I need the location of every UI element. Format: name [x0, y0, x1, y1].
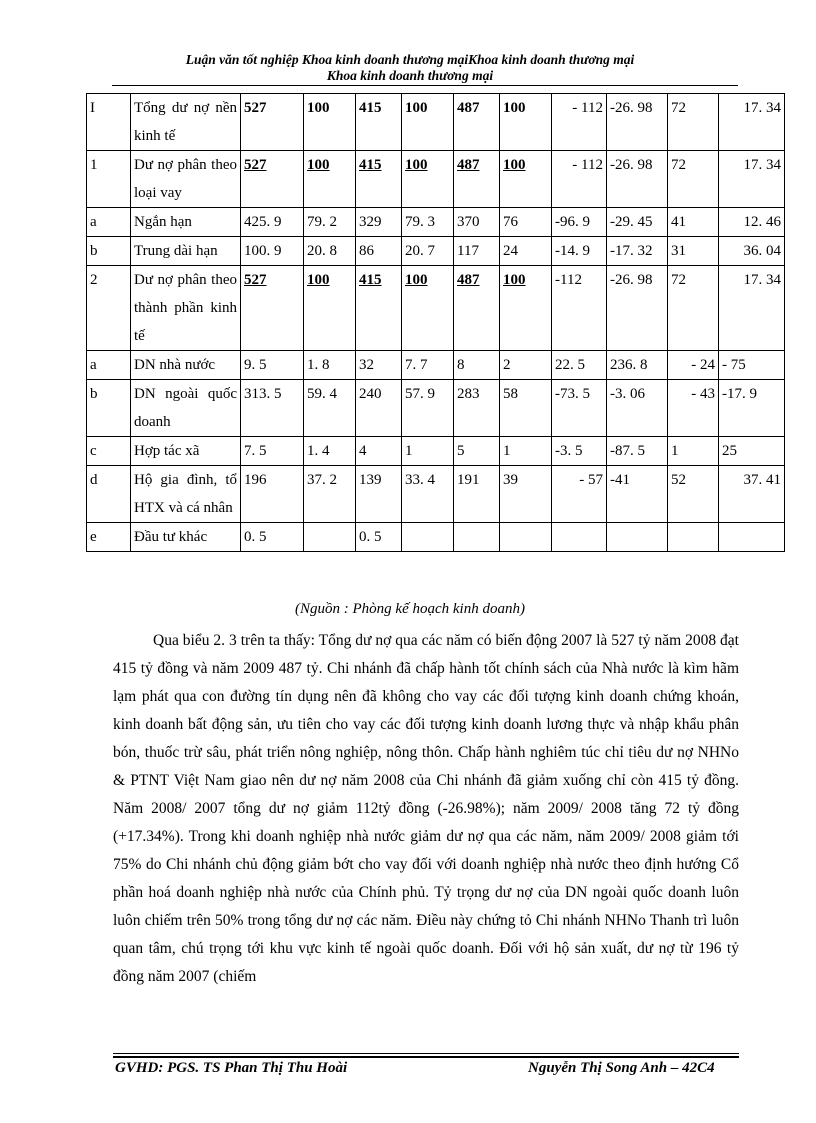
table-row	[87, 266, 785, 351]
table-cell: 487	[454, 266, 500, 351]
table-cell: 22. 5	[552, 351, 607, 380]
row-label: Trung dài hạn	[131, 237, 241, 266]
table-row	[87, 351, 785, 380]
table-cell: 1. 8	[304, 351, 356, 380]
table-cell: - 43	[668, 380, 719, 437]
table-cell: 7. 5	[241, 437, 304, 466]
row-id: e	[87, 523, 131, 552]
table-cell: 100	[500, 266, 552, 351]
table-cell: 527	[241, 266, 304, 351]
table-cell: 31	[668, 237, 719, 266]
row-label: Dư nợ phân theo thành phần kinh tế	[131, 266, 241, 351]
table-cell	[552, 523, 607, 552]
table-cell: 240	[356, 380, 402, 437]
table-cell: 1	[402, 437, 454, 466]
table-cell	[668, 523, 719, 552]
row-label: DN nhà nước	[131, 351, 241, 380]
table-cell: -17. 9	[719, 380, 785, 437]
row-id: b	[87, 380, 131, 437]
header-line-1: Luận văn tốt nghiệp Khoa kinh doanh thương mạiKhoa kinh doanh thương mại	[185, 52, 635, 67]
table-cell: 100	[304, 266, 356, 351]
row-label: Hợp tác xã	[131, 437, 241, 466]
table-cell: -26. 98	[607, 94, 668, 151]
table-cell: 415	[356, 94, 402, 151]
table-cell: 17. 34	[719, 151, 785, 208]
table-cell: -96. 9	[552, 208, 607, 237]
table-cell: 117	[454, 237, 500, 266]
table-cell: 52	[668, 466, 719, 523]
body-paragraph: Qua biểu 2. 3 trên ta thấy: Tổng dư nợ qua các năm có biến động 2007 là 527 tỷ năm 2008 đạt 415 tỷ đồng và năm 2009 487 tỷ. Chi nhánh đã chấp hành tốt chính sách của Nhà nước là kìm hãm lạm phát qua con đường tín dụng nên đã không cho vay các đối tượng kinh doanh chứng khoán, kinh doanh bất động sản, ưu tiên cho vay các đối tượng kinh doanh lương thực và nhập khẩu phân bón, thuốc trừ sâu, phát triển nông nghiệp, nông thôn. Chấp hành nghiêm túc chỉ tiêu dư nợ NHNo & PTNT Việt Nam giao nên dư nợ năm 2008 của Chi nhánh đã giảm xuống chỉ còn 415 tỷ đồng. Năm 2008/ 2007 tổng dư nợ giảm 112tỷ đồng (-26.98%); năm 2009/ 2008 tăng 72 tỷ đồng (+17.34%). Trong khi doanh nghiệp nhà nước giảm dư nợ qua các năm, năm 2009/ 2008 giảm tới 75% do Chi nhánh chủ động giảm bớt cho vay đối với doanh nghiệp nhà nước theo định hướng Cổ phần hoá doanh nghiệp nhà nước của Chính phủ. Tỷ trọng dư nợ của DN ngoài quốc doanh luôn luôn chiếm trên 50% trong tổng dư nợ các năm. Điều này chứng tỏ Chi nhánh NHNo Thanh trì luôn quan tâm, chú trọng tới khu vực kinh tế ngoài quốc doanh. Đối với hộ sản xuất, dư nợ từ 196 tỷ đồng năm 2007 (chiếm	[113, 632, 739, 985]
row-id: c	[87, 437, 131, 466]
table-cell	[304, 523, 356, 552]
table-cell: 487	[454, 94, 500, 151]
table-cell: -29. 45	[607, 208, 668, 237]
table-cell: 37. 2	[304, 466, 356, 523]
table-cell: 236. 8	[607, 351, 668, 380]
table-cell: 415	[356, 266, 402, 351]
table-cell: 196	[241, 466, 304, 523]
table-cell: - 24	[668, 351, 719, 380]
table-cell: 57. 9	[402, 380, 454, 437]
table-cell: 100	[304, 94, 356, 151]
table-cell: 8	[454, 351, 500, 380]
table-row	[87, 237, 785, 266]
table-cell: 58	[500, 380, 552, 437]
table-cell: 33. 4	[402, 466, 454, 523]
table-row	[87, 523, 785, 552]
table-cell: - 75	[719, 351, 785, 380]
footer-author: Nguyễn Thị Song Anh – 42C4	[528, 1060, 715, 1076]
table-cell: 79. 2	[304, 208, 356, 237]
table-cell: 9. 5	[241, 351, 304, 380]
table-cell	[402, 523, 454, 552]
row-label: Ngắn hạn	[131, 208, 241, 237]
table-cell	[500, 523, 552, 552]
table-cell: -73. 5	[552, 380, 607, 437]
table-cell: - 112	[552, 151, 607, 208]
table-cell: 487	[454, 151, 500, 208]
table-cell: 1. 4	[304, 437, 356, 466]
table-cell	[607, 523, 668, 552]
footer-advisor: GVHD: PGS. TS Phan Thị Thu Hoài	[115, 1060, 348, 1076]
header-divider	[112, 85, 738, 86]
table-cell: 425. 9	[241, 208, 304, 237]
table-cell	[454, 523, 500, 552]
table-cell: 37. 41	[719, 466, 785, 523]
table-row	[87, 94, 785, 151]
table-cell: 527	[241, 94, 304, 151]
table-cell: 0. 5	[356, 523, 402, 552]
row-id: I	[87, 94, 131, 151]
table-cell: 86	[356, 237, 402, 266]
row-id: 1	[87, 151, 131, 208]
table-cell: 100. 9	[241, 237, 304, 266]
loan-balance-table	[86, 93, 785, 552]
row-id: a	[87, 208, 131, 237]
table-cell: 72	[668, 151, 719, 208]
table-cell: 313. 5	[241, 380, 304, 437]
row-id: b	[87, 237, 131, 266]
table-cell: - 57	[552, 466, 607, 523]
table-cell: 100	[402, 151, 454, 208]
table-cell: 527	[241, 151, 304, 208]
table-cell: -14. 9	[552, 237, 607, 266]
table-cell: 100	[500, 94, 552, 151]
footer-divider-thick	[113, 1056, 739, 1058]
table-cell: 12. 46	[719, 208, 785, 237]
table-cell: -17. 32	[607, 237, 668, 266]
table-cell: 20. 8	[304, 237, 356, 266]
table-cell: -87. 5	[607, 437, 668, 466]
table-row	[87, 437, 785, 466]
table-cell: 100	[500, 151, 552, 208]
table-row	[87, 151, 785, 208]
row-label: Đầu tư khác	[131, 523, 241, 552]
row-label: Tổng dư nợ nền kinh tế	[131, 94, 241, 151]
table-cell: 415	[356, 151, 402, 208]
table-cell: 17. 34	[719, 266, 785, 351]
table-cell: 329	[356, 208, 402, 237]
table-cell: 17. 34	[719, 94, 785, 151]
table-cell: 4	[356, 437, 402, 466]
table-cell: 100	[402, 94, 454, 151]
table-row	[87, 466, 785, 523]
row-id: d	[87, 466, 131, 523]
table-cell: 139	[356, 466, 402, 523]
table-cell: 39	[500, 466, 552, 523]
table-cell: 25	[719, 437, 785, 466]
table-cell: 5	[454, 437, 500, 466]
table-cell: 36. 04	[719, 237, 785, 266]
table-cell	[719, 523, 785, 552]
row-id: 2	[87, 266, 131, 351]
table-cell: 7. 7	[402, 351, 454, 380]
row-id: a	[87, 351, 131, 380]
table-cell: 1	[500, 437, 552, 466]
table-cell: 283	[454, 380, 500, 437]
source-note: (Nguồn : Phòng kế hoạch kinh doanh)	[295, 601, 525, 617]
table-cell: 79. 3	[402, 208, 454, 237]
table-cell: -3. 5	[552, 437, 607, 466]
table-cell: 2	[500, 351, 552, 380]
table-cell: 72	[668, 266, 719, 351]
table-cell: 76	[500, 208, 552, 237]
row-label: Hộ gia đình, tổ HTX và cá nhân	[131, 466, 241, 523]
table-cell: 1	[668, 437, 719, 466]
page-header	[110, 52, 710, 84]
table-cell: 41	[668, 208, 719, 237]
table-cell: 32	[356, 351, 402, 380]
header-line-2: Khoa kinh doanh thương mại	[326, 68, 494, 83]
table-cell: -3. 06	[607, 380, 668, 437]
table-cell: 100	[402, 266, 454, 351]
table-cell: -26. 98	[607, 266, 668, 351]
table-cell: 59. 4	[304, 380, 356, 437]
footer-divider	[113, 1053, 739, 1054]
table-cell: -112	[552, 266, 607, 351]
table-cell: 24	[500, 237, 552, 266]
table-cell: 20. 7	[402, 237, 454, 266]
table-cell: 100	[304, 151, 356, 208]
table-cell: 72	[668, 94, 719, 151]
table-cell: -41	[607, 466, 668, 523]
row-label: Dư nợ phân theo loại vay	[131, 151, 241, 208]
table-cell: 370	[454, 208, 500, 237]
table-cell: - 112	[552, 94, 607, 151]
row-label: DN ngoài quốc doanh	[131, 380, 241, 437]
table-row	[87, 208, 785, 237]
table-cell: 191	[454, 466, 500, 523]
table-cell: -26. 98	[607, 151, 668, 208]
table-cell: 0. 5	[241, 523, 304, 552]
table-row	[87, 380, 785, 437]
